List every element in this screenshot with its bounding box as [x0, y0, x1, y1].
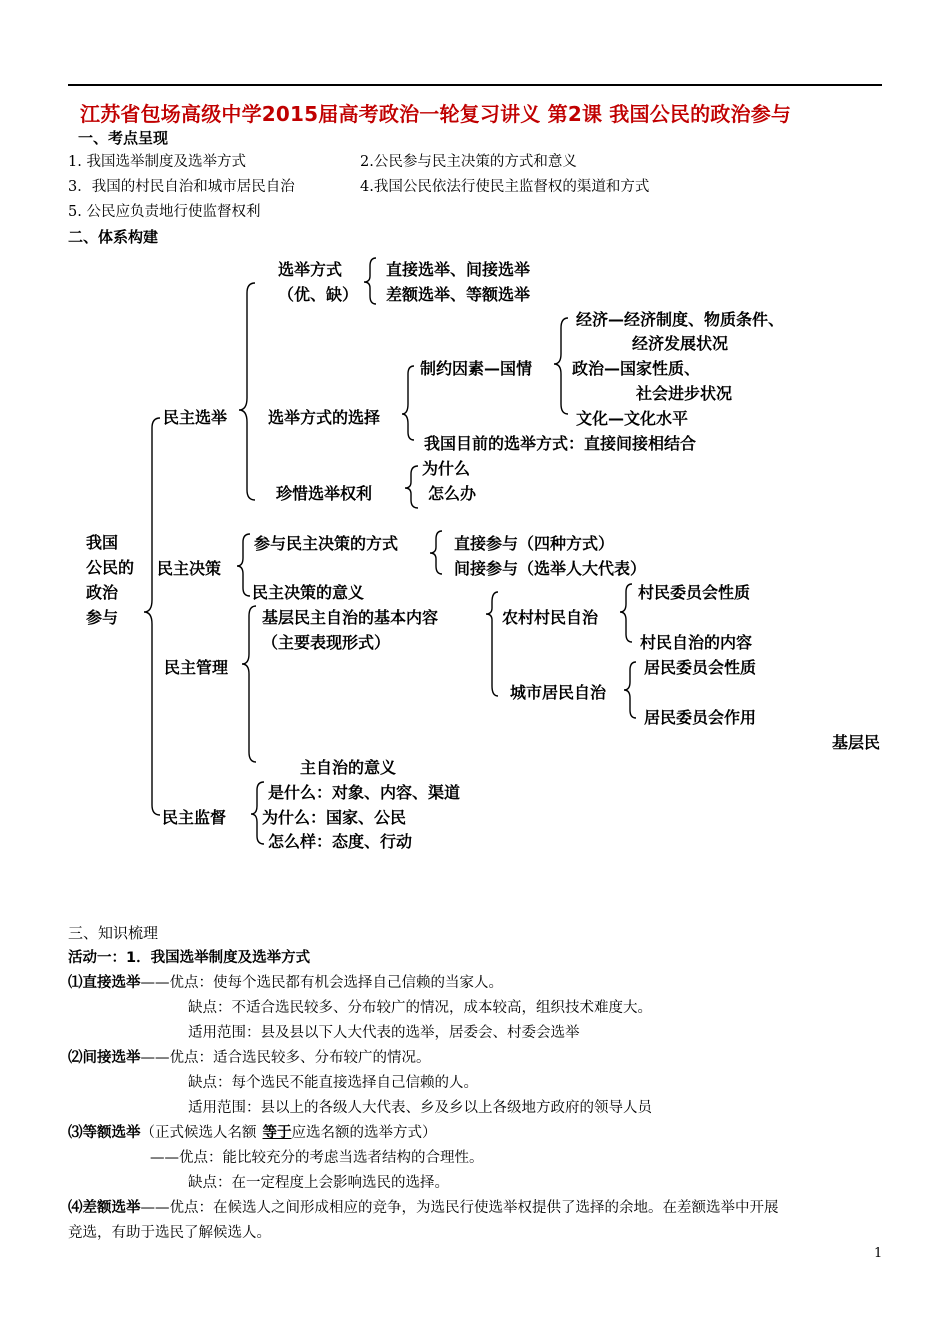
- node-urban-autonomy: 城市居民自治: [510, 683, 607, 702]
- root-line-1: 我国: [86, 533, 119, 552]
- exam-point-4: 4.我国公民依法行使民主监督权的渠道和方式: [360, 179, 650, 195]
- node-current-method: 我国目前的选举方式：直接间接相结合: [424, 434, 697, 453]
- indirect-election-pros: ——优点：适合选民较多、分布较广的情况。: [140, 1050, 431, 1066]
- section2-heading: 二、体系构建: [68, 228, 159, 246]
- section1-heading: 一、考点呈现: [78, 129, 169, 147]
- node-decision-ways: 参与民主决策的方式: [254, 534, 399, 553]
- node-election-method-sub: （优、缺）: [278, 285, 359, 304]
- node-direct-participation: 直接参与（四种方式）: [454, 534, 615, 553]
- equal-election-def-c: 应选名额的选举方式）: [291, 1125, 437, 1141]
- direct-election-row: [68, 971, 503, 992]
- equal-election-def-b: 等于: [262, 1124, 292, 1141]
- node-grassroots-meaning-a: 基层民: [832, 733, 881, 752]
- node-politics: 政治—国家性质、: [572, 359, 701, 378]
- node-competitive-equal: 差额选举、等额选举: [386, 285, 531, 304]
- node-constraint: 制约因素—国情: [420, 359, 533, 378]
- node-cherish-right: 珍惜选举权利: [276, 484, 373, 503]
- document-title: 江苏省包场高级中学2015届高考政治一轮复习讲义 第2课 我国公民的政治参与: [80, 102, 792, 126]
- root-line-4: 参与: [86, 608, 119, 627]
- competitive-election-pros: ——优点：在候选人之间形成相应的竞争，为选民行使选举权提供了选择的余地。在差额选举中开展: [140, 1200, 779, 1216]
- root-line-3: 政治: [86, 583, 119, 602]
- indirect-election-scope: 适用范围：县以上的各级人大代表、乡及乡以上各级地方政府的领导人员: [188, 1100, 652, 1116]
- direct-election-label: ⑴直接选举: [68, 974, 141, 991]
- direct-election-cons: 缺点：不适合选民较多、分布较广的情况，成本较高，组织技术难度大。: [188, 1000, 652, 1016]
- node-indirect-participation: 间接参与（选举人大代表）: [454, 559, 647, 578]
- node-democratic-election: 民主选举: [163, 408, 228, 427]
- node-how: 怎么办: [428, 484, 477, 503]
- node-village-committee-nature: 村民委员会性质: [638, 583, 751, 602]
- equal-election-label: ⑶等额选举: [68, 1124, 141, 1141]
- node-democratic-decision: 民主决策: [157, 559, 222, 578]
- indirect-election-row: [68, 1046, 431, 1067]
- node-economy-2: 经济发展状况: [632, 334, 729, 353]
- competitive-election-cont: 竞选，有助于选民了解候选人。: [68, 1225, 271, 1241]
- page-number: 1: [874, 1246, 883, 1261]
- indirect-election-cons: 缺点：每个选民不能直接选择自己信赖的人。: [188, 1075, 478, 1091]
- election-brace: [239, 283, 255, 500]
- competitive-election-label: ⑷差额选举: [68, 1199, 141, 1216]
- node-democratic-management: 民主管理: [164, 658, 229, 677]
- equal-election-row: [68, 1121, 437, 1142]
- exam-point-1: 1. 我国选举制度及选举方式: [68, 154, 246, 170]
- node-self-governance-content: 基层民主自治的基本内容: [262, 608, 439, 627]
- node-supervision-how: 怎么样：态度、行动: [268, 832, 413, 851]
- equal-election-cons: 缺点：在一定程度上会影响选民的选择。: [188, 1175, 449, 1191]
- node-decision-meaning: 民主决策的意义: [252, 583, 365, 602]
- exam-point-3: 3．我国的村民自治和城市居民自治: [68, 179, 295, 195]
- section3-heading: 三、知识梳理: [68, 924, 159, 942]
- node-politics-2: 社会进步状况: [636, 384, 733, 403]
- exam-point-2: 2.公民参与民主决策的方式和意义: [360, 154, 577, 170]
- node-method-choice: 选举方式的选择: [268, 408, 381, 427]
- node-economy: 经济—经济制度、物质条件、: [576, 310, 785, 329]
- node-village-autonomy-content: 村民自治的内容: [640, 633, 753, 652]
- node-resident-committee-nature: 居民委员会性质: [644, 658, 757, 677]
- node-democratic-supervision: 民主监督: [162, 808, 227, 827]
- indirect-election-label: ⑵间接选举: [68, 1049, 141, 1066]
- node-resident-committee-role: 居民委员会作用: [644, 708, 757, 727]
- node-culture: 文化—文化水平: [576, 409, 689, 428]
- main-brace: [144, 418, 160, 815]
- node-why: 为什么: [422, 459, 471, 478]
- equal-election-def-a: （正式候选人名额: [140, 1125, 257, 1141]
- node-main-forms: （主要表现形式）: [262, 633, 391, 652]
- root-node: [86, 530, 146, 630]
- equal-election-pros: ——优点：能比较充分的考虑当选者结构的合理性。: [150, 1150, 484, 1166]
- node-supervision-what: 是什么：对象、内容、渠道: [268, 783, 461, 802]
- node-direct-indirect: 直接选举、间接选举: [386, 260, 531, 279]
- exam-point-5: 5. 公民应负责地行使监督权利: [68, 204, 261, 220]
- direct-election-pros: ——优点：使每个选民都有机会选择自己信赖的当家人。: [140, 975, 503, 991]
- direct-election-scope: 适用范围：县及县以下人大代表的选举，居委会、村委会选举: [188, 1025, 580, 1041]
- competitive-election-row: [68, 1196, 779, 1217]
- node-supervision-why: 为什么：国家、公民: [262, 808, 407, 827]
- root-line-2: 公民的: [86, 558, 135, 577]
- node-election-method: 选举方式: [278, 260, 343, 279]
- activity-heading: 活动一：1．我国选举制度及选举方式: [68, 950, 311, 966]
- node-rural-autonomy: 农村村民自治: [502, 608, 599, 627]
- node-grassroots-meaning-b: 主自治的意义: [300, 758, 397, 777]
